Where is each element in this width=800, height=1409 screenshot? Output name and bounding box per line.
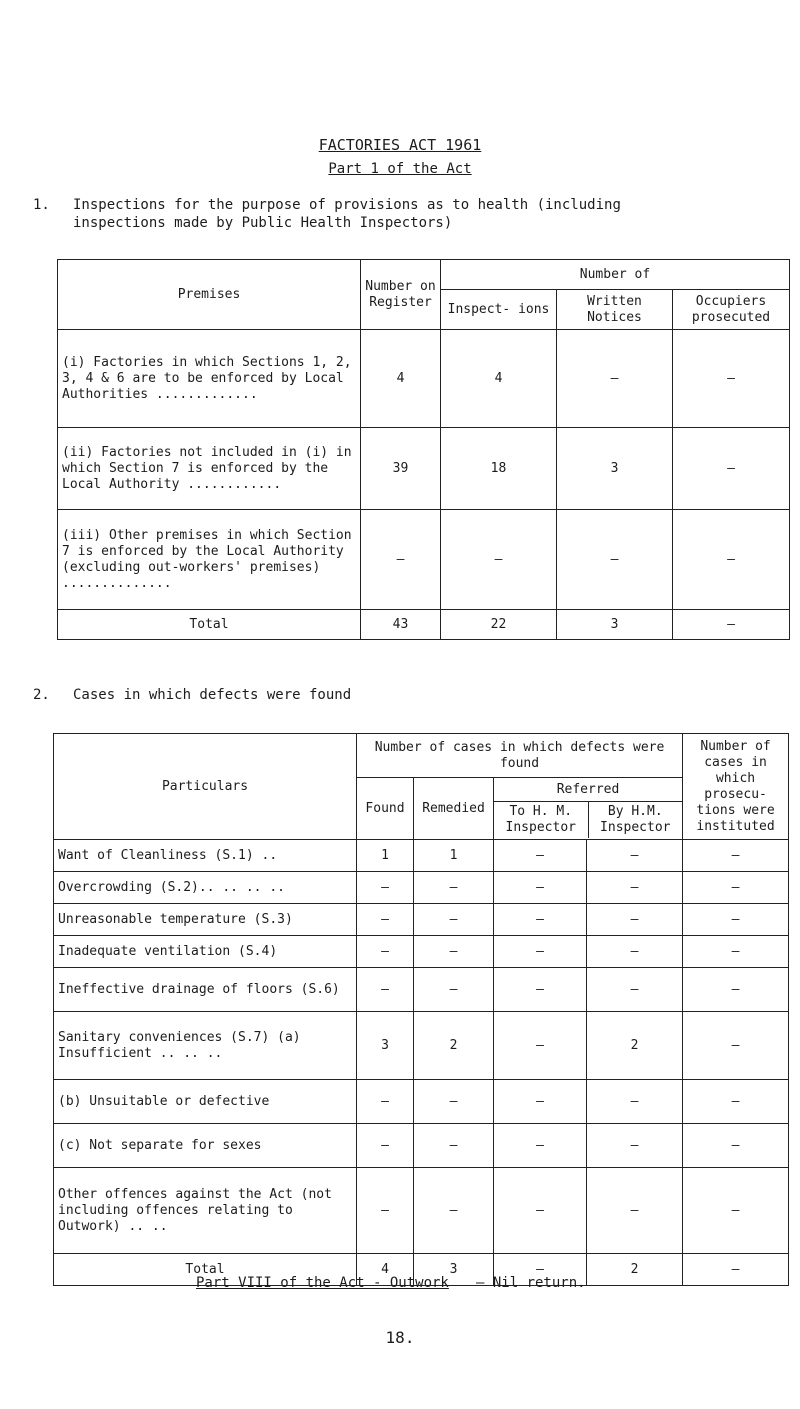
total-prosecutions: – [683,1254,789,1286]
cell-remedied: – [414,1168,494,1254]
inspections-table [57,259,790,640]
cell-by-hm: – [587,1124,683,1168]
col-to-hm: To H. M. Inspector [494,802,589,838]
cell-remedied: – [414,872,494,904]
cell-by-hm: – [587,936,683,968]
total-inspections: 22 [441,610,557,640]
col-number-of: Number of [441,260,790,290]
cell-by-hm: – [587,968,683,1012]
cell-inspections: 4 [441,330,557,428]
table-row [54,1012,789,1080]
cell-by-hm: – [587,1080,683,1124]
cell-found: – [357,968,414,1012]
cell-register: 39 [361,428,441,510]
nil-return: – Nil return. [476,1275,586,1291]
section1-number: 1. [33,197,50,213]
col-written-notices: Written Notices [557,290,673,330]
cell-by-hm: – [587,904,683,936]
table-row [58,428,790,510]
cell-remedied: 2 [414,1012,494,1080]
section2-number: 2. [33,687,50,703]
cell-remedied: – [414,936,494,968]
row-label: (c) Not separate for sexes [54,1124,357,1168]
cell-found: – [357,1080,414,1124]
cell-found: – [357,1168,414,1254]
table-row [54,904,789,936]
total-by-hm: 2 [587,1254,683,1286]
cell-inspections: 18 [441,428,557,510]
row-label: (ii) Factories not included in (i) in which Section 7 is enforced by the Local Authority ............ [58,428,361,510]
cell-prosecutions: – [683,1080,789,1124]
cell-inspections: – [441,510,557,610]
defects-table [53,733,789,1286]
row-label: (iii) Other premises in which Section 7 is enforced by the Local Authority (excluding out-workers' premises) .............. [58,510,361,610]
cell-to-hm: – [494,904,587,936]
table-row [54,968,789,1012]
cell-found: – [357,936,414,968]
cell-found: 1 [357,840,414,872]
col-by-hm: By H.M. Inspector [600,804,671,835]
cell-found: – [357,1124,414,1168]
cell-remedied: – [414,904,494,936]
cell-prosecuted: – [673,510,790,610]
total-notices: 3 [557,610,673,640]
total-label: Total [58,610,361,640]
table-row [54,936,789,968]
page-number: 18. [385,1328,415,1347]
col-referred-group [494,778,683,840]
col-number-on-register: Number on Register [361,260,441,330]
table-row [54,1080,789,1124]
cell-remedied: – [414,1124,494,1168]
col-prosecutions: Number of cases in which prosecu- tions were instituted [683,734,789,840]
total-label: Total [54,1254,357,1286]
table-row [58,510,790,610]
table-row [54,872,789,904]
col-referred: Referred [494,779,682,802]
col-remedied: Remedied [414,778,494,840]
table-row [58,330,790,428]
cell-by-hm: – [587,872,683,904]
total-found: 4 [357,1254,414,1286]
cell-to-hm: – [494,968,587,1012]
part-viii-label: Part VIII of the Act - Outwork [196,1275,449,1291]
col-premises: Premises [58,260,361,330]
document-subtitle: Part 1 of the Act [328,161,472,177]
cell-remedied: 1 [414,840,494,872]
row-label: Overcrowding (S.2).. .. .. .. [54,872,357,904]
cell-notices: – [557,510,673,610]
col-inspections: Inspect- ions [441,290,557,330]
table-row [54,840,789,872]
cell-notices: 3 [557,428,673,510]
cell-to-hm: – [494,872,587,904]
cell-prosecutions: – [683,1124,789,1168]
cell-prosecutions: – [683,1012,789,1080]
total-row [58,610,790,640]
cell-prosecutions: – [683,840,789,872]
cell-by-hm: – [587,1168,683,1254]
cell-prosecutions: – [683,936,789,968]
cell-prosecutions: – [683,872,789,904]
total-prosecuted: – [673,610,790,640]
document-title: FACTORIES ACT 1961 [318,136,482,154]
cell-to-hm: – [494,840,587,872]
cell-found: – [357,904,414,936]
cell-notices: – [557,330,673,428]
row-label: (i) Factories in which Sections 1, 2, 3, 4 & 6 are to be enforced by Local Authorities ............. [58,330,361,428]
table-row [54,1168,789,1254]
section1-heading-line1: Inspections for the purpose of provisions as to health (including [73,197,621,213]
cell-by-hm: – [587,840,683,872]
row-label: Ineffective drainage of floors (S.6) [54,968,357,1012]
col-occupiers-prosecuted: Occupiers prosecuted [673,290,790,330]
row-label: Sanitary conveniences (S.7) (a) Insufficient .. .. .. [54,1012,357,1080]
section2-heading: Cases in which defects were found [73,687,352,703]
table-row [54,1124,789,1168]
section1-heading-line2: inspections made by Public Health Inspectors) [73,215,453,231]
col-particulars: Particulars [54,734,357,840]
col-cases-group: Number of cases in which defects were found [357,734,683,778]
section1-heading [73,196,773,232]
row-label: (b) Unsuitable or defective [54,1080,357,1124]
total-register: 43 [361,610,441,640]
cell-to-hm: – [494,1124,587,1168]
cell-prosecutions: – [683,904,789,936]
cell-to-hm: – [494,1012,587,1080]
row-label: Inadequate ventilation (S.4) [54,936,357,968]
cell-remedied: – [414,1080,494,1124]
cell-register: – [361,510,441,610]
row-label: Unreasonable temperature (S.3) [54,904,357,936]
cell-prosecutions: – [683,968,789,1012]
total-to-hm: – [494,1254,587,1286]
cell-found: 3 [357,1012,414,1080]
cell-by-hm: 2 [587,1012,683,1080]
cell-register: 4 [361,330,441,428]
row-label: Other offences against the Act (not including offences relating to Outwork) .. .. [54,1168,357,1254]
cell-prosecuted: – [673,330,790,428]
cell-found: – [357,872,414,904]
cell-remedied: – [414,968,494,1012]
cell-prosecuted: – [673,428,790,510]
total-remedied: 3 [414,1254,494,1286]
cell-to-hm: – [494,936,587,968]
cell-to-hm: – [494,1168,587,1254]
cell-to-hm: – [494,1080,587,1124]
cell-prosecutions: – [683,1168,789,1254]
row-label: Want of Cleanliness (S.1) .. [54,840,357,872]
col-found: Found [357,778,414,840]
